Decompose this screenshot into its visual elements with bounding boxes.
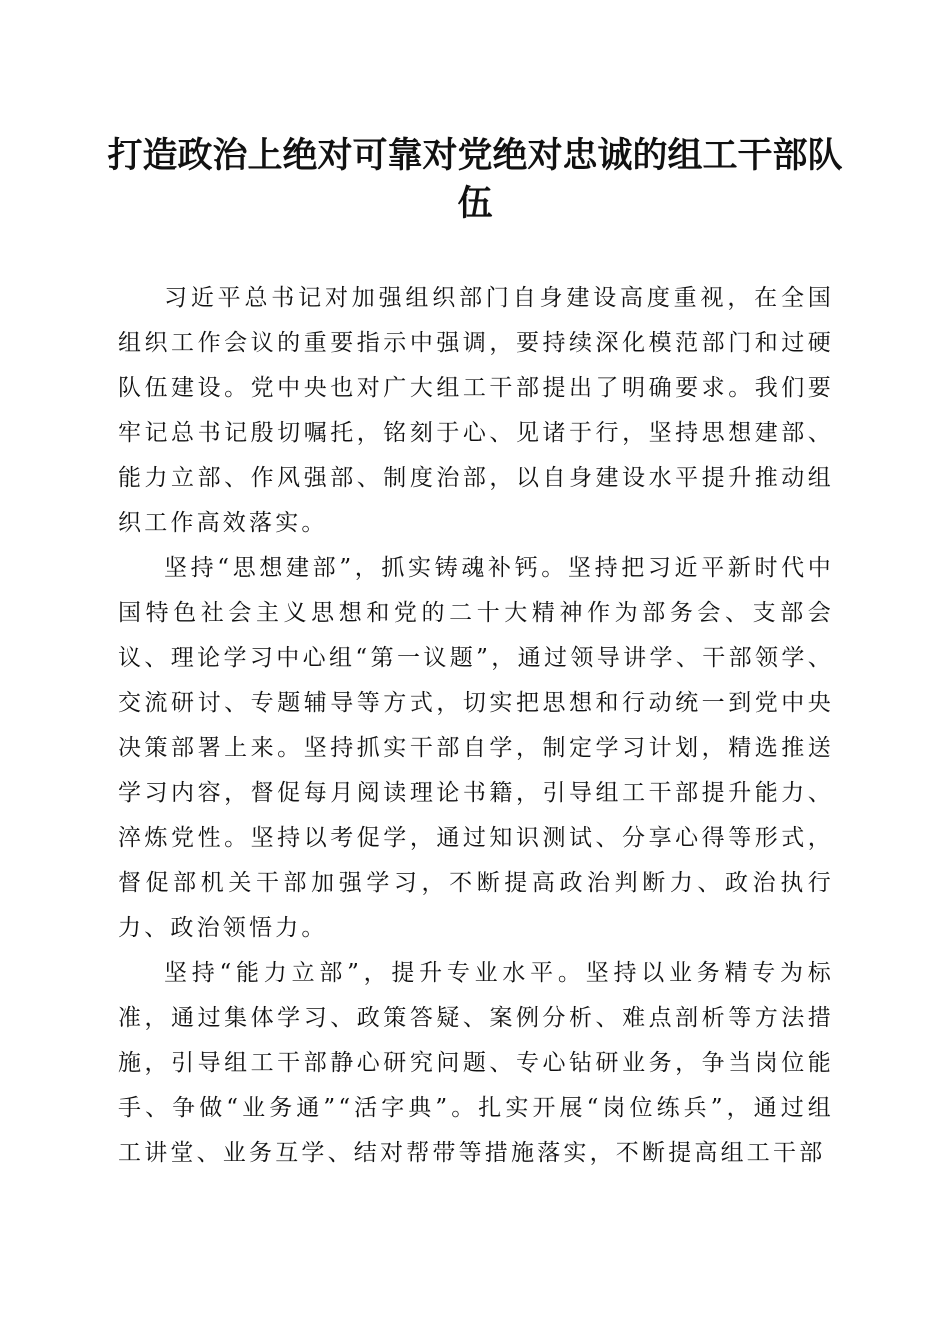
- paragraph-capability: 坚持“能力立部”，提升专业水平。坚持以业务精专为标准，通过集体学习、政策答疑、案例分析、难点剖析等方法措施，引导组工干部静心研究问题、专心钻研业务，争当岗位能手、争做“业务通”“活字典”。扎实开展“岗位练兵”，通过组工讲堂、业务互学、结对帮带等措施落实，不断提高组工干部: [118, 960, 834, 1166]
- document-body: [118, 276, 834, 1176]
- document-title: 打造政治上绝对可靠对党绝对忠诚的组工干部队伍: [107, 135, 843, 224]
- paragraph-intro: 习近平总书记对加强组织部门自身建设高度重视，在全国组织工作会议的重要指示中强调，要持续深化模范部门和过硬队伍建设。党中央也对广大组工干部提出了明确要求。我们要牢记总书记殷切嘱托，铭刻于心、见诸于行，坚持思想建部、能力立部、作风强部、制度治部，以自身建设水平提升推动组织工作高效落实。: [118, 285, 834, 536]
- paragraph-ideology: 坚持“思想建部”，抓实铸魂补钙。坚持把习近平新时代中国特色社会主义思想和党的二十大精神作为部务会、支部会议、理论学习中心组“第一议题”，通过领导讲学、干部领学、交流研讨、专题辅导等方式，切实把思想和行动统一到党中央决策部署上来。坚持抓实干部自学，制定学习计划，精选推送学习内容，督促每月阅读理论书籍，引导组工干部提升能力、淬炼党性。坚持以考促学，通过知识测试、分享心得等形式，督促部机关干部加强学习，不断提高政治判断力、政治执行力、政治领悟力。: [118, 555, 834, 941]
